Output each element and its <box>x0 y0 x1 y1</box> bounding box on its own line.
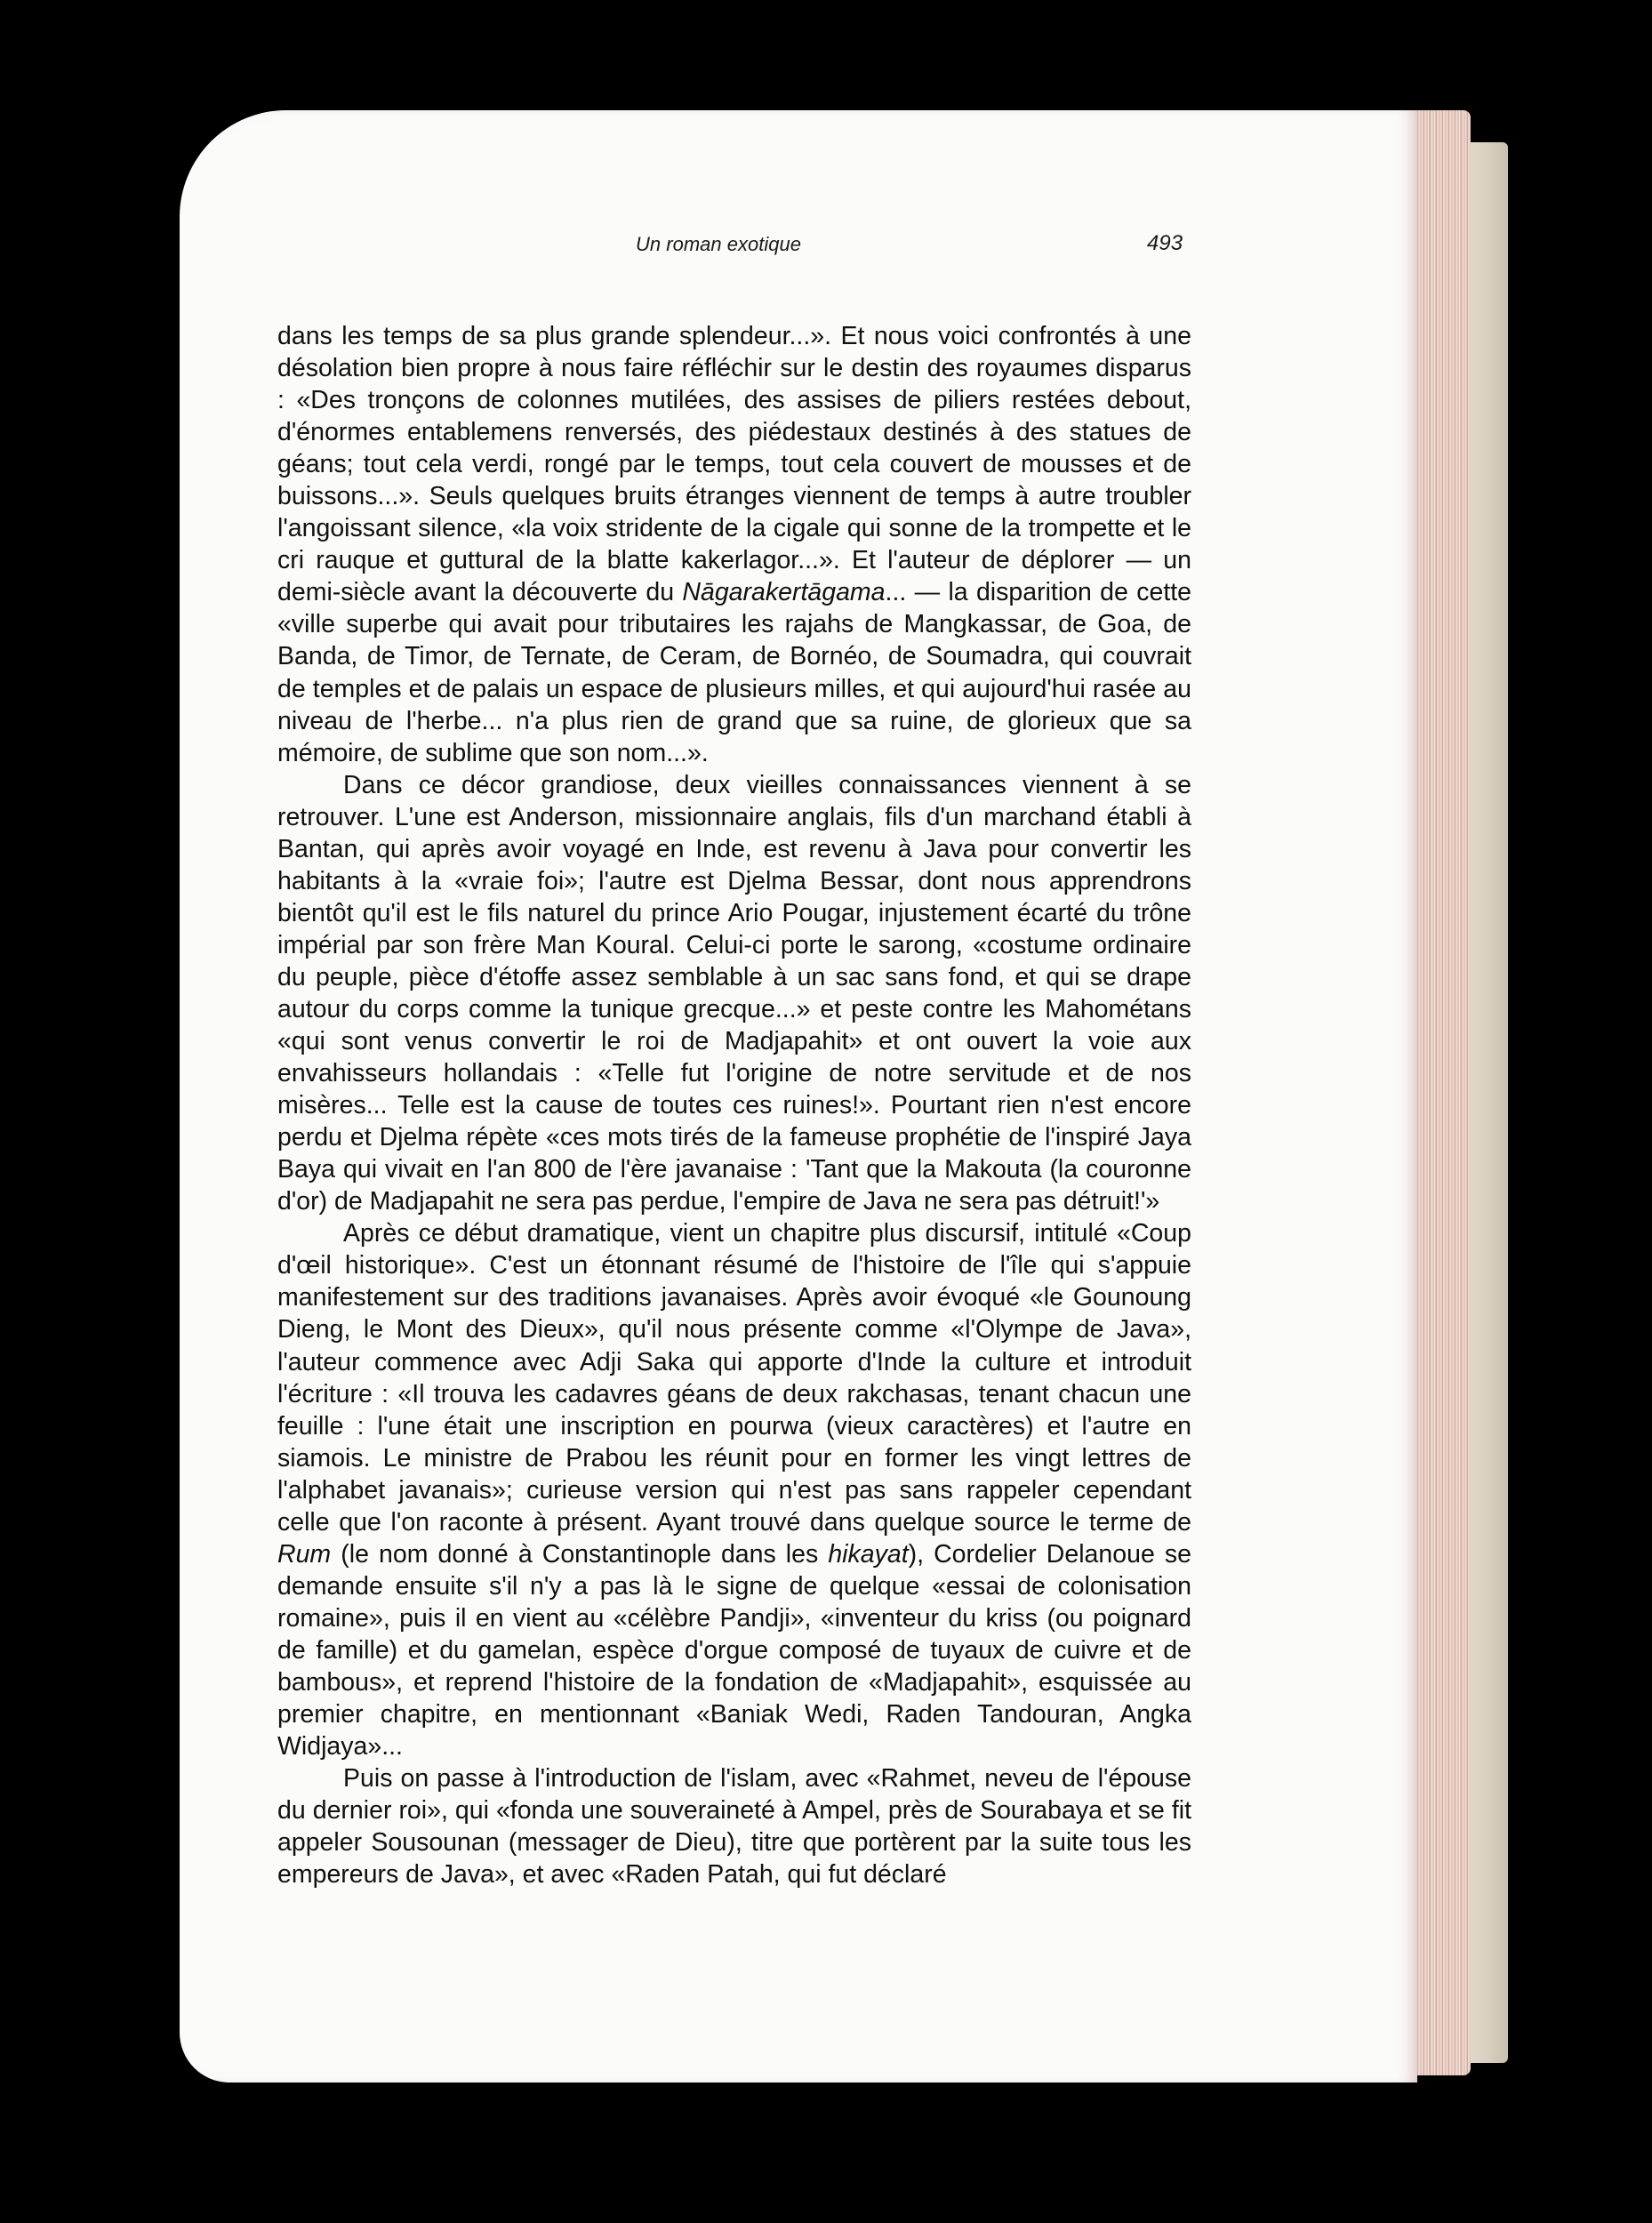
paragraph-4: Puis on passe à l'introduction de l'islam, avec «Rahmet, neveu de l'épouse du dernier roi», qui «fonda une souveraineté à Ampel, près de Sourabaya et se fit appeler Sousounan (messager de Dieu), titre que portèrent par la suite tous les empereurs de Java», et avec «Raden Patah, qui fut déclaré <box>277 1764 1191 1890</box>
page-number: 493 <box>1147 231 1183 255</box>
page-body-text <box>277 320 1191 1890</box>
paragraph-1-continued: ... — la disparition de cette «ville superbe qui avait pour tributaires les rajahs de Mangkassar, de Goa, de Banda, de Timor, de Ternate, de Ceram, de Bornéo, de Soumadra, qui couvrait de temples et de palais un espace de plusieurs milles, et qui aujourd'hui rasée au niveau de l'herbe... n'a plus rien de grand que sa ruine, de glorieux que sa mémoire, de sublime que son nom...». <box>277 578 1191 767</box>
paragraph-3 <box>277 1217 1191 1762</box>
nagarakertagama-title: Nāgarakertāgama <box>682 578 886 607</box>
running-title: Un roman exotique <box>636 233 801 255</box>
paragraph-1-text: dans les temps de sa plus grande splendeur...». Et nous voici confrontés à une désolation bien propre à nous faire réfléchir sur le destin des royaumes disparus : «Des tronçons de colonnes mutilées, des assises de piliers restées debout, d'énormes entablemens renversés, des piédestaux destinés à des statues de géans; tout cela verdi, rongé par le temps, tout cela couvert de mousses et de buissons...». Seuls quelques bruits étranges viennent de temps à autre troubler l'angoissant silence, «la voix stridente de la cigale qui sonne de la trompette et le cri rauque et guttural de la blatte kakerlagor...». Et l'auteur de déplorer — un demi-siècle avant la découverte du <box>277 322 1191 607</box>
paragraph-3-text: Après ce début dramatique, vient un chapitre plus discursif, intitulé «Coup d'œil historique». C'est un étonnant résumé de l'histoire de l'île qui s'appuie manifestement sur des traditions javanaises. Après avoir évoqué «le Gounoung Dieng, le Mont des Dieux», qu'il nous présente comme «l'Olympe de Java», l'auteur commence avec Adji Saka qui apporte d'Inde la culture et introduit l'écriture : «Il trouva les cadavres géans de deux rakchasas, tenant chacun une feuille : l'une était une inscription en pourwa (vieux caractères) et l'autre en siamois. Le ministre de Prabou les réunit pour en former les vingt lettres de l'alphabet javanais»; curieuse version qui n'est pas sans rappeler cependant celle que l'on raconte à présent. Ayant trouvé dans quelque source le terme de <box>277 1219 1191 1537</box>
rum-term: Rum <box>277 1539 332 1569</box>
hikayat-term: hikayat <box>828 1539 909 1569</box>
paragraph-2: Dans ce décor grandiose, deux vieilles connaissances viennent à se retrouver. L'une est Anderson, missionnaire anglais, fils d'un marchand établi à Bantan, qui après avoir voyagé en Inde, est revenu à Java pour convertir les habitants à la «vraie foi»; l'autre est Djelma Bessar, dont nous apprendrons bientôt qu'il est le fils naturel du prince Ario Pougar, injustement écarté du trône impérial par son frère Man Koural. Celui-ci porte le sarong, «costume ordinaire du peuple, pièce d'étoffe assez semblable à un sac sans fond, et qui se drape autour du corps comme la tunique grecque...» et peste contre les Mahométans «qui sont venus convertir le roi de Madjapahit» et ont ouvert la voie aux envahisseurs hollandais : «Telle fut l'origine de notre servitude et de nos misères... Telle est la cause de toutes ces ruines!». Pourtant rien n'est encore perdu et Djelma répète «ces mots tirés de la fameuse prophétie de l'inspiré Jaya Baya qui vivait en l'an 800 de l'ère javanaise : 'Tant que la Makouta (la couronne d'or) de Madjapahit ne sera pas perdue, l'empire de Java ne sera pas détruit!'» <box>277 770 1191 1216</box>
paragraph-3-middle: (le nom donné à Constantinople dans les <box>331 1539 829 1569</box>
paragraph-1 <box>277 320 1191 769</box>
paragraph-3-end: ), Cordelier Delanoue se demande ensuite s'il n'y a pas là le signe de quelque «essai de colonisation romaine», puis il en vient au «célèbre Pandji», «inventeur du kriss (ou poignard de famille) et du gamelan, espèce d'orgue composé de tuyaux de cuivre et de bambous», et reprend l'histoire de la fondation de «Madjapahit», esquissée au premier chapitre, en mentionnant «Baniak Wedi, Raden Tandouran, Angka Widjaya»... <box>277 1539 1191 1762</box>
